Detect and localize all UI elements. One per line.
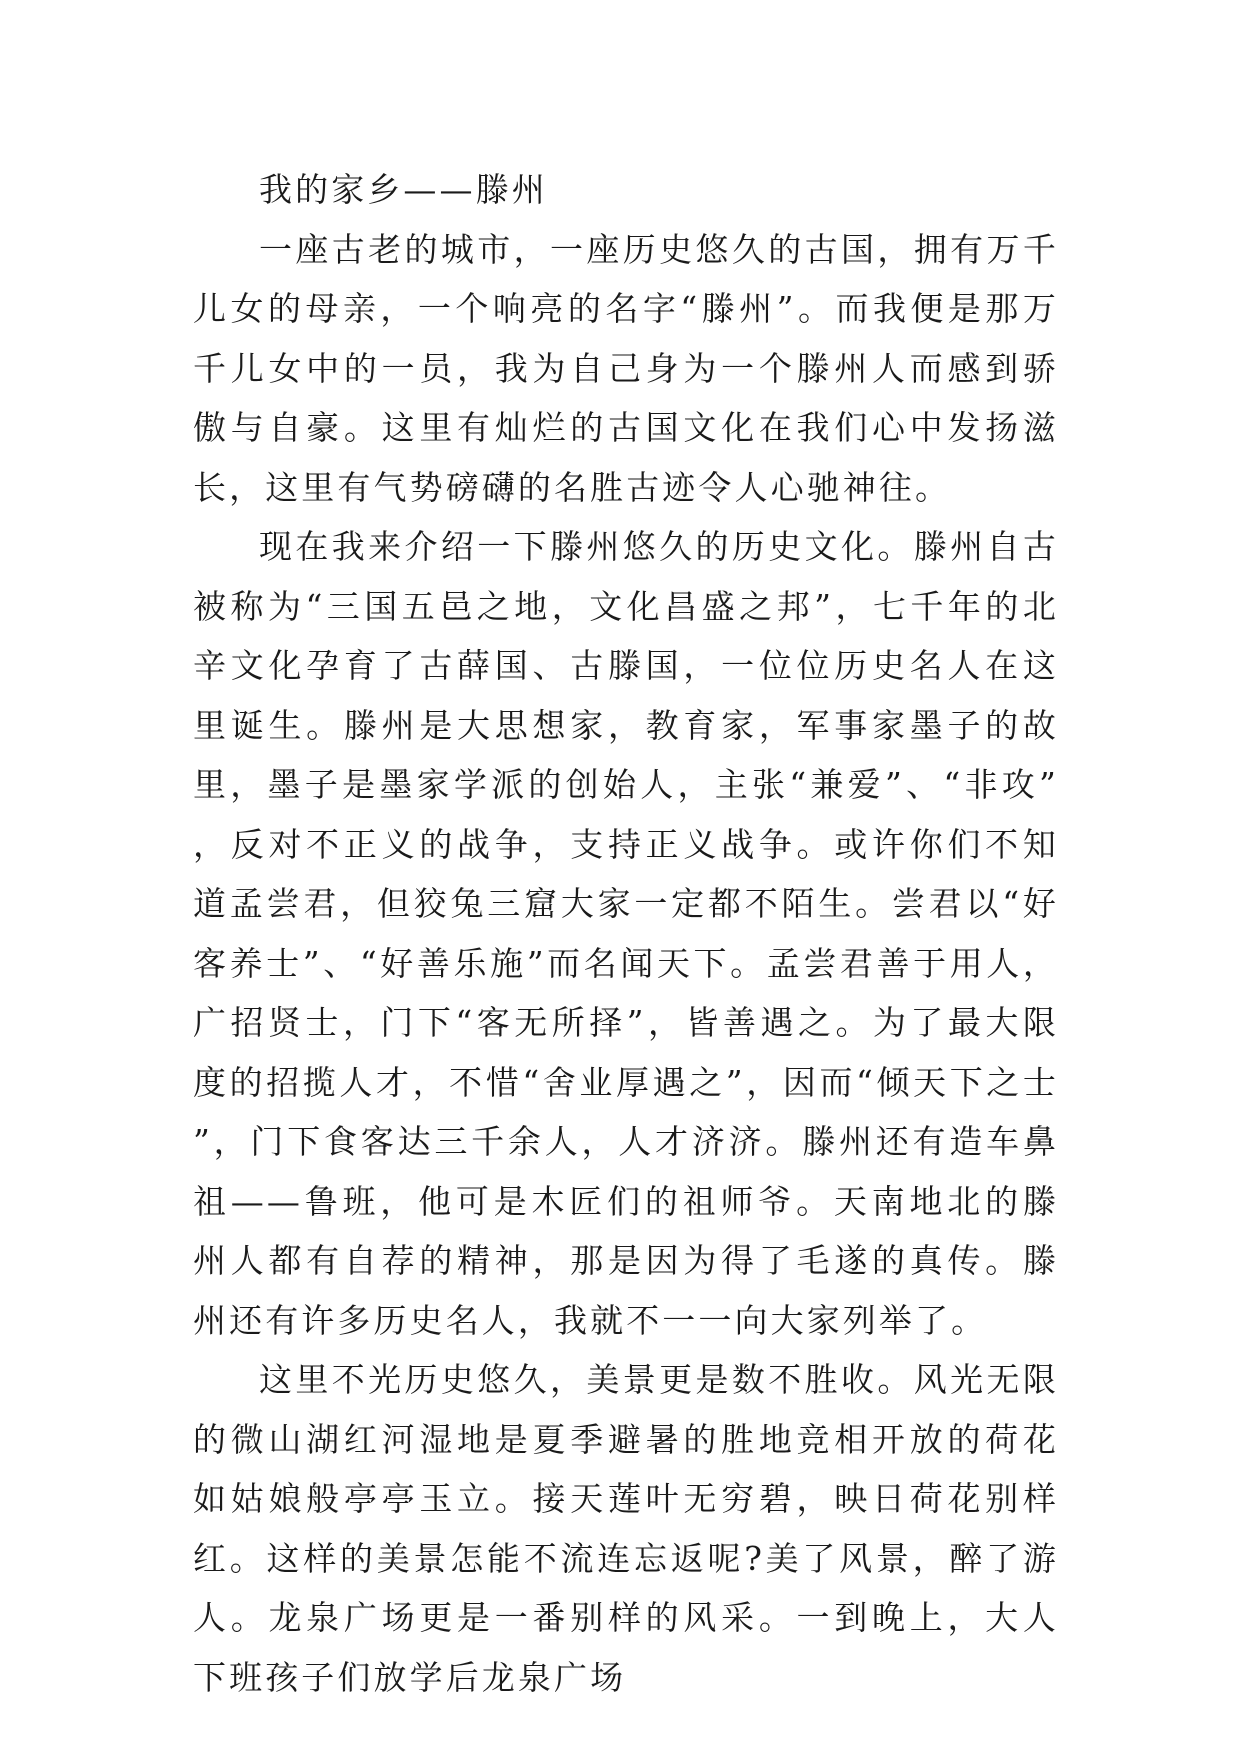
paragraph-1: 一座古老的城市，一座历史悠久的古国，拥有万千儿女的母亲，一个响亮的名字“滕州”。而我便是那万千儿女中的一员，我为自己身为一个滕州人而感到骄傲与自豪。这里有灿烂的古国文化在我们心中发扬滋长，这里有气势磅礴的名胜古迹令人心驰神往。: [193, 229, 1059, 507]
document-body: [193, 160, 1059, 1707]
paragraph-3: 这里不光历史悠久，美景更是数不胜收。风光无限的微山湖红河湿地是夏季避暑的胜地竞相开放的荷花如姑娘般亭亭玉立。接天莲叶无穷碧，映日荷花别样红。这样的美景怎能不流连忘返呢?美了风景，醉了游人。龙泉广场更是一番别样的风采。一到晚上，大人下班孩子们放学后龙泉广场: [193, 1360, 1059, 1697]
page-title: 我的家乡——滕州: [259, 170, 548, 209]
paragraph-2: 现在我来介绍一下滕州悠久的历史文化。滕州自古被称为“三国五邑之地，文化昌盛之邦”，七千年的北辛文化孕育了古薛国、古滕国，一位位历史名人在这里诞生。滕州是大思想家，教育家，军事家墨子的故里，墨子是墨家学派的创始人，主张“兼爱”、“非攻”，反对不正义的战争，支持正义战争。或许你们不知道孟尝君，但狡兔三窟大家一定都不陌生。尝君以“好客养士”、“好善乐施”而名闻天下。孟尝君善于用人，广招贤士，门下“客无所择”，皆善遇之。为了最大限度的招揽人才，不惜“舍业厚遇之”，因而“倾天下之士”，门下食客达三千余人，人才济济。滕州还有造车鼻祖——鲁班，他可是木匠们的祖师爷。天南地北的滕州人都有自荐的精神，那是因为得了毛遂的真传。滕州还有许多历史名人，我就不一一向大家列举了。: [193, 527, 1059, 1340]
